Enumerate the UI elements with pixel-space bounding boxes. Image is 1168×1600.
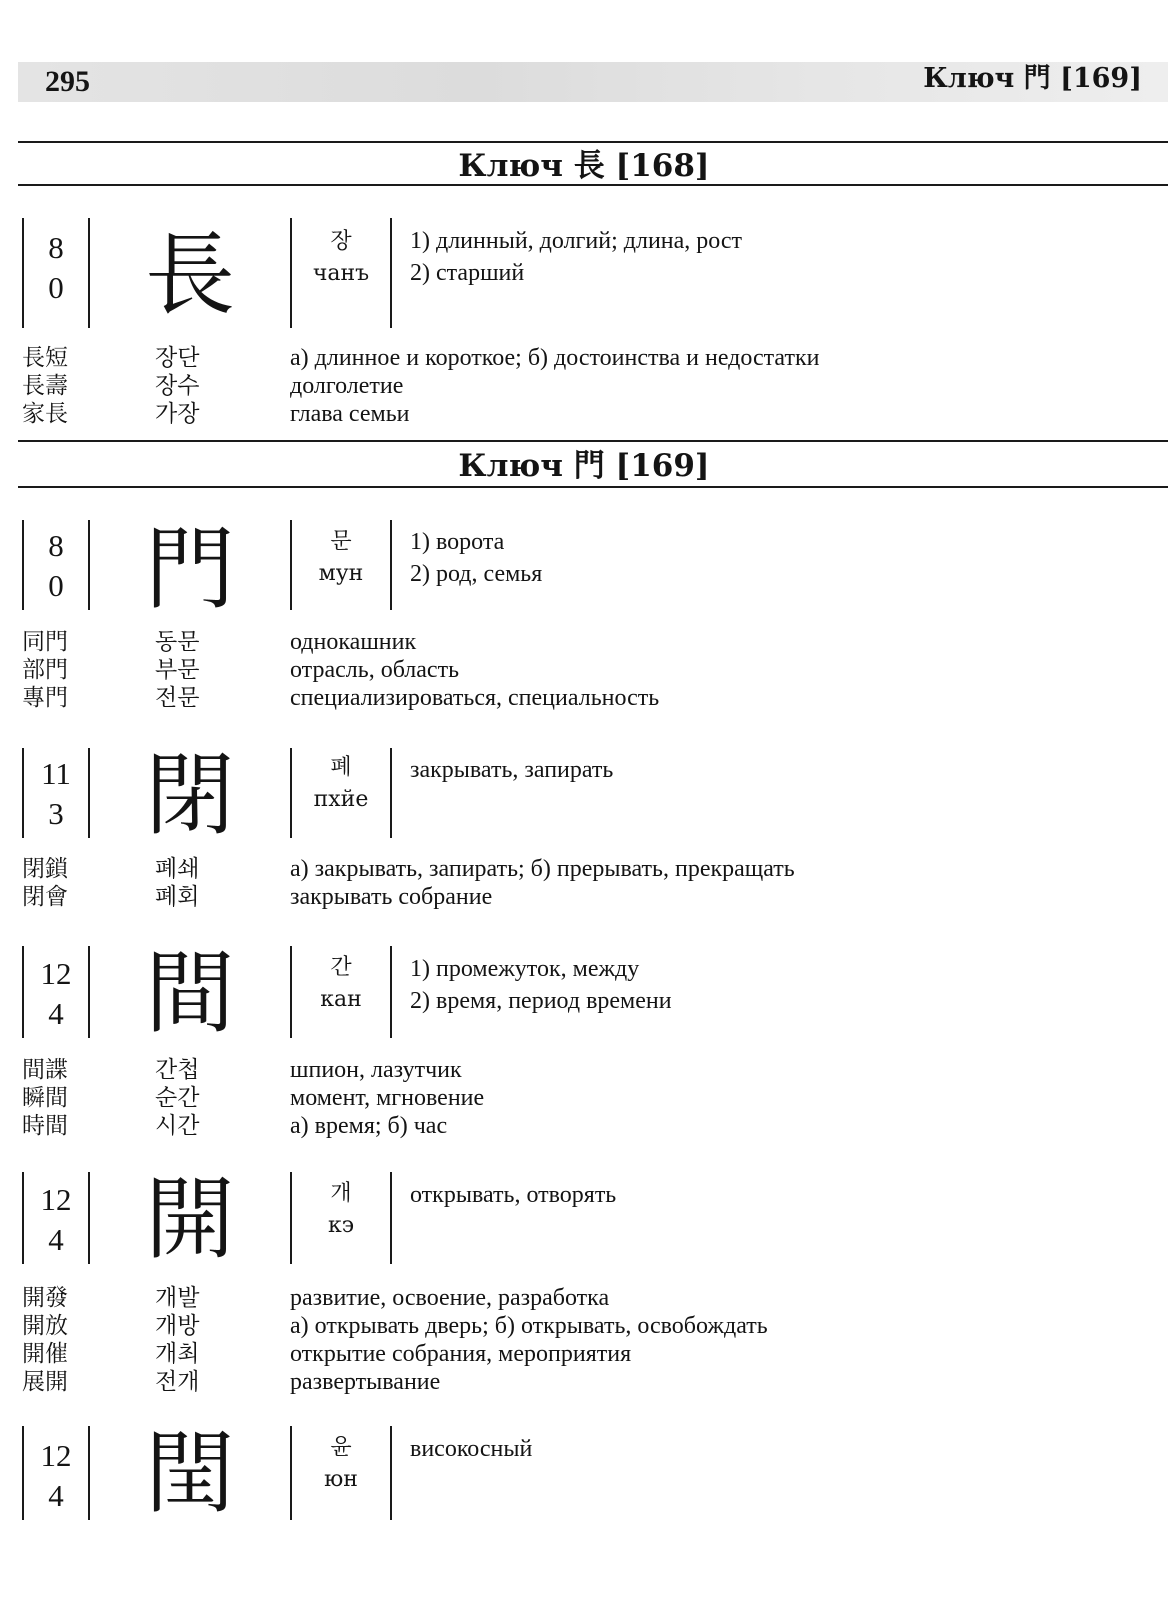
compound-hangul: 간첩 (155, 1057, 200, 1083)
meaning-line: 1) ворота (410, 529, 505, 555)
section-title: Ключ 門 [169] (458, 448, 710, 484)
stroke-count (22, 1172, 90, 1264)
stroke-total: 12 (40, 1182, 72, 1217)
entry-meanings (410, 953, 672, 1017)
compound-hanja: 閉會 (22, 884, 68, 910)
entry-hangul: 윤 (330, 1435, 352, 1460)
entry-transcription: мун (318, 561, 364, 586)
compound-hangul: 폐회 (155, 884, 200, 910)
compound-meaning: а) закрывать, запирать; б) прерывать, прекращать (290, 856, 795, 882)
stroke-total: 12 (40, 1438, 72, 1473)
compound-meaning: однокашник (290, 629, 417, 655)
meaning-line: високосный (410, 1436, 533, 1462)
compound-hanja: 專門 (22, 685, 68, 711)
section-rule-bottom (18, 486, 1168, 488)
running-header: Ключ 門 [169] (923, 63, 1142, 94)
entry-reading (290, 520, 392, 610)
compound-hangul: 전문 (155, 685, 200, 711)
entry-hanja: 間 (145, 941, 235, 1046)
compound-hangul: 장수 (155, 373, 200, 399)
compound-row (0, 684, 1168, 712)
compound-hanja: 展開 (22, 1369, 68, 1395)
stroke-extra: 4 (48, 996, 64, 1031)
compound-hanja: 間諜 (22, 1057, 68, 1083)
section-rule-top (18, 440, 1168, 442)
page-number: 295 (45, 65, 90, 98)
stroke-count (22, 748, 90, 838)
entry-transcription: пхйе (313, 787, 369, 812)
entry-meanings (410, 1179, 616, 1211)
entry-transcription: кан (320, 987, 362, 1012)
compound-list (0, 344, 1168, 428)
compound-hangul: 동문 (155, 629, 200, 655)
compound-row (0, 1368, 1168, 1396)
stroke-extra: 4 (48, 1222, 64, 1257)
entry-meanings (410, 225, 742, 289)
compound-hangul: 전개 (155, 1369, 200, 1395)
entry-hangul: 장 (330, 229, 352, 254)
entry-transcription: юн (324, 1467, 358, 1492)
compound-row (0, 1340, 1168, 1368)
compound-row (0, 855, 1168, 883)
entry-hanja: 閏 (145, 1421, 235, 1526)
compound-hanja: 同門 (22, 629, 68, 655)
stroke-total: 8 (48, 230, 64, 265)
compound-list (0, 628, 1168, 712)
compound-hangul: 개발 (155, 1285, 200, 1311)
compound-meaning: глава семьи (290, 401, 410, 427)
compound-list (0, 1284, 1168, 1396)
entry-transcription: кэ (327, 1213, 355, 1238)
compound-hangul: 개최 (155, 1341, 200, 1367)
compound-meaning: специализироваться, специальность (290, 685, 660, 711)
compound-row (0, 1084, 1168, 1112)
compound-hanja: 瞬間 (22, 1085, 68, 1111)
compound-meaning: а) длинное и короткое; б) достоинства и недостатки (290, 345, 820, 371)
compound-meaning: развитие, освоение, разработка (290, 1285, 610, 1311)
entry-reading (290, 946, 392, 1038)
compound-hanja: 開催 (22, 1341, 68, 1367)
compound-row (0, 883, 1168, 911)
compound-meaning: развертывание (290, 1369, 441, 1395)
section-rule-bottom (18, 184, 1168, 186)
compound-hanja: 長壽 (22, 373, 68, 399)
entry-hangul: 간 (330, 955, 352, 980)
entry-meanings (410, 754, 613, 786)
stroke-extra: 4 (48, 1478, 64, 1513)
entry-hangul: 폐 (330, 755, 352, 780)
compound-row (0, 1312, 1168, 1340)
entry-reading (290, 1172, 392, 1264)
compound-hangul: 시간 (155, 1113, 200, 1139)
compound-hangul: 가장 (155, 401, 200, 427)
compound-meaning: шпион, лазутчик (290, 1057, 462, 1083)
compound-row (0, 656, 1168, 684)
compound-hangul: 장단 (155, 345, 200, 371)
stroke-count (22, 946, 90, 1038)
stroke-count (22, 1426, 90, 1520)
stroke-count (22, 520, 90, 610)
compound-row (0, 344, 1168, 372)
compound-hangul: 폐쇄 (155, 856, 200, 882)
stroke-total: 12 (40, 956, 72, 991)
compound-list (0, 855, 1168, 911)
compound-row (0, 400, 1168, 428)
compound-row (0, 1056, 1168, 1084)
stroke-extra: 0 (48, 568, 64, 603)
stroke-total: 8 (48, 528, 64, 563)
compound-meaning: а) время; б) час (290, 1113, 448, 1139)
compound-hangul: 개방 (155, 1313, 200, 1339)
compound-hanja: 長短 (22, 345, 68, 371)
compound-hanja: 家長 (22, 401, 68, 427)
entry-hangul: 문 (330, 529, 352, 554)
meaning-line: 1) промежуток, между (410, 956, 640, 982)
meaning-line: открывать, отворять (410, 1182, 617, 1208)
compound-row (0, 1284, 1168, 1312)
section-title: Ключ 長 [168] (458, 148, 710, 184)
entry-meanings (410, 526, 542, 590)
compound-meaning: долголетие (290, 373, 404, 399)
meaning-line: закрывать, запирать (410, 757, 614, 783)
entry-hanja: 門 (145, 517, 235, 622)
compound-hanja: 開發 (22, 1285, 68, 1311)
entry-hanja: 開 (145, 1167, 235, 1272)
meaning-line: 2) время, период времени (410, 988, 672, 1014)
entry-hangul: 개 (330, 1181, 352, 1206)
entry-reading (290, 218, 392, 328)
compound-hanja: 開放 (22, 1313, 68, 1339)
entry-meanings (410, 1433, 532, 1465)
compound-row (0, 1112, 1168, 1140)
entry-reading (290, 748, 392, 838)
compound-row (0, 628, 1168, 656)
stroke-total: 11 (41, 756, 71, 791)
entry-transcription: чанъ (312, 261, 370, 286)
compound-meaning: а) открывать дверь; б) открывать, освобождать (290, 1313, 768, 1339)
compound-hanja: 時間 (22, 1113, 68, 1139)
meaning-line: 2) старший (410, 260, 525, 286)
compound-meaning: открытие собрания, мероприятия (290, 1341, 632, 1367)
stroke-extra: 3 (48, 796, 64, 831)
meaning-line: 2) род, семья (410, 561, 543, 587)
compound-meaning: момент, мгновение (290, 1085, 485, 1111)
section-rule-top (18, 141, 1168, 143)
compound-hanja: 閉鎖 (22, 856, 68, 882)
entry-reading (290, 1426, 392, 1520)
compound-list (0, 1056, 1168, 1140)
compound-hangul: 부문 (155, 657, 200, 683)
stroke-extra: 0 (48, 270, 64, 305)
compound-row (0, 372, 1168, 400)
meaning-line: 1) длинный, долгий; длина, рост (410, 228, 743, 254)
compound-meaning: закрывать собрание (290, 884, 493, 910)
stroke-count (22, 218, 90, 328)
compound-hanja: 部門 (22, 657, 68, 683)
compound-meaning: отрасль, область (290, 657, 460, 683)
entry-hanja: 長 (145, 223, 235, 328)
compound-hangul: 순간 (155, 1085, 200, 1111)
entry-hanja: 閉 (145, 743, 235, 848)
